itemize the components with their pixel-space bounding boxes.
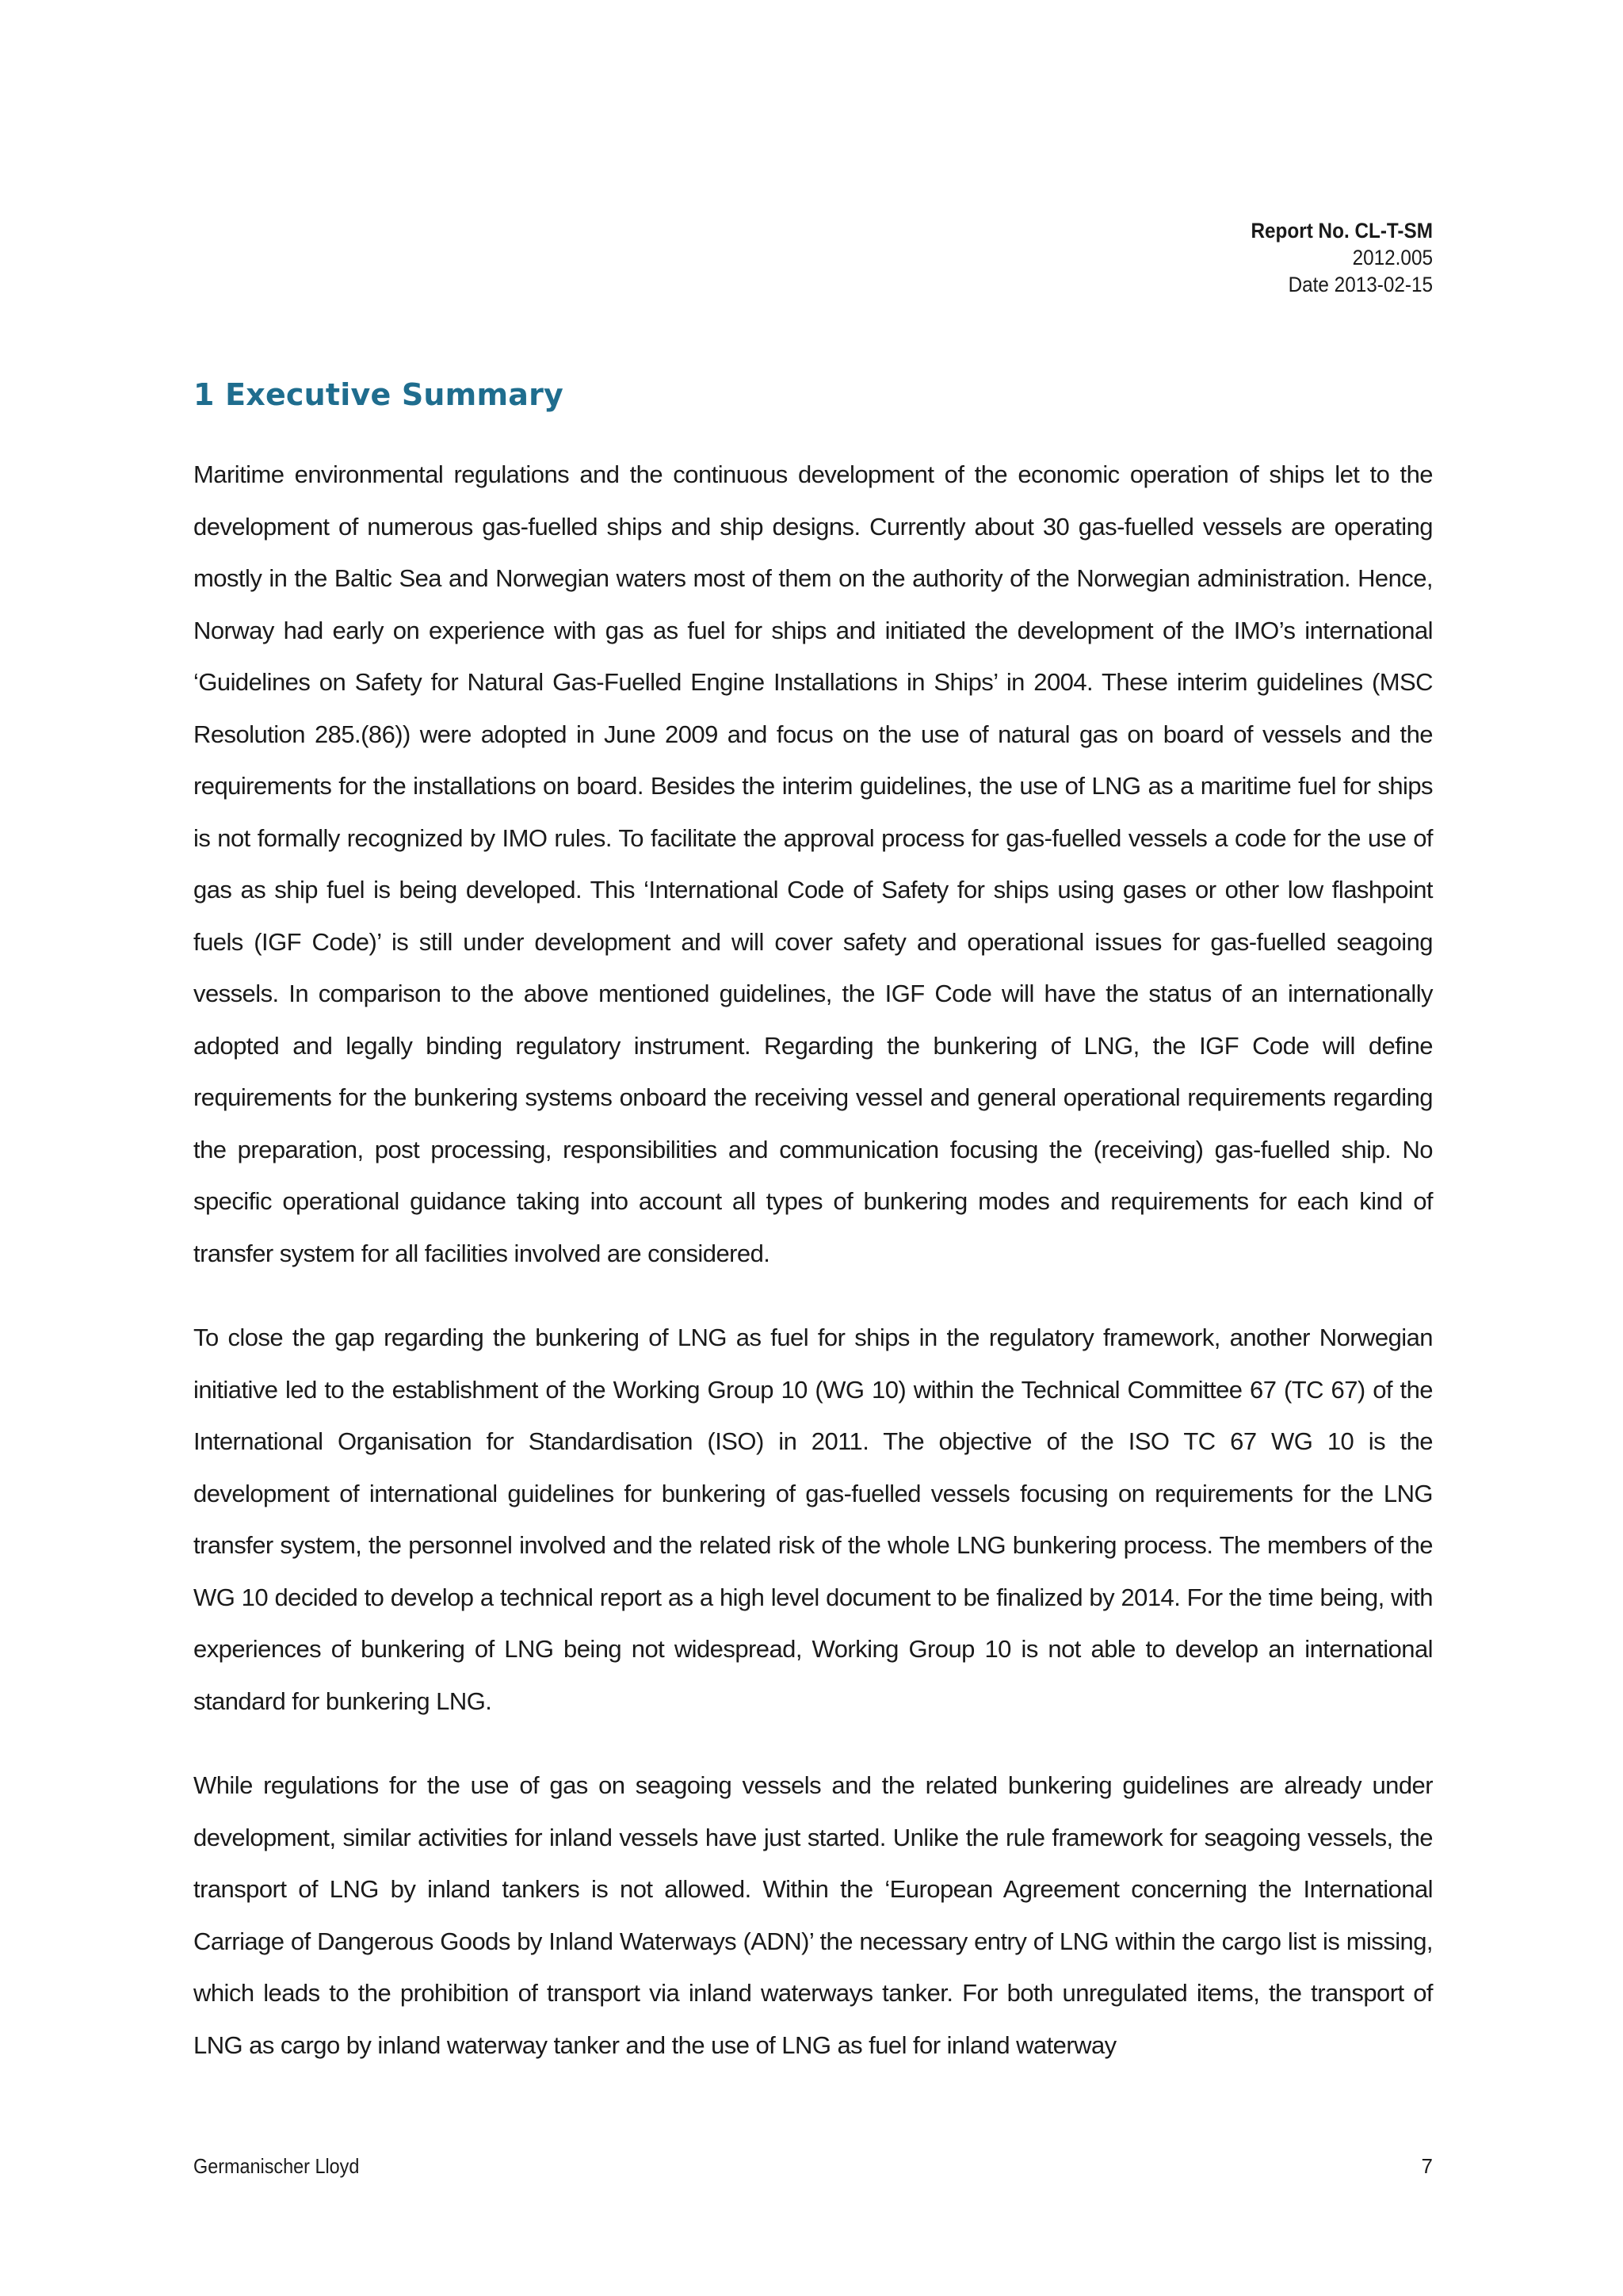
report-date: Date 2013-02-15 (1288, 273, 1433, 296)
paragraph: Maritime environmental regulations and the continuous development of the economic operation of ships let to the development of numerous gas-fuelled ships and ship designs. Currently about 30 gas-fuelled vessels are operating mostly in the Baltic Sea and Norwegian waters most of them on the authority of the Norwegian administration. Hence, Norway had early on experience with gas as fuel for ships and initiated the development of the IMO’s international ‘Guidelines on Safety for Natural Gas-Fuelled Engine Installations in Ships’ in 2004. These interim guidelines (MSC Resolution 285.(86)) were adopted in June 2009 and focus on the use of natural gas on board of vessels and the requirements for the installations on board. Besides the interim guidelines, the use of LNG as a maritime fuel for ships is not formally recognized by IMO rules. To facilitate the approval process for gas-fuelled vessels a code for the use of gas as ship fuel is being developed. This ‘International Code of Safety for ships using gases or other low flashpoint fuels (IGF Code)’ is still under development and will cover safety and operational issues for gas-fuelled seagoing vessels. In comparison to the above mentioned guidelines, the IGF Code will have the status of an internationally adopted and legally binding regulatory instrument. Regarding the bunkering of LNG, the IGF Code will define requirements for the bunkering systems onboard the receiving vessel and general operational requirements regarding the preparation, post processing, responsibilities and communication focusing the (receiving) gas-fuelled ship. No specific operational guidance taking into account all types of bunkering modes and requirements for each kind of transfer system for all facilities involved are considered. (193, 460, 1433, 1267)
paragraph: While regulations for the use of gas on seagoing vessels and the related bunkering guidelines are already under development, similar activities for inland vessels have just started. Unlike the rule framework for seagoing vessels, the transport of LNG by inland tankers is not allowed. Within the ‘European Agreement concerning the International Carriage of Dangerous Goods by Inland Waterways (ADN)’ the necessary entry of LNG within the cargo list is missing, which leads to the prohibition of transport via inland waterways tanker. For both unregulated items, the transport of LNG as cargo by inland waterway tanker and the use of LNG as fuel for inland waterway (193, 1771, 1433, 2059)
footer-page-number: 7 (1421, 2154, 1433, 2178)
report-number-label: Report No. CL-T-SM (1251, 219, 1433, 243)
body-text (193, 449, 1433, 2103)
report-number: 2012.005 (1352, 246, 1433, 269)
report-header (1251, 217, 1433, 298)
section-title: 1 Executive Summary (193, 377, 564, 412)
footer-company: Germanischer Lloyd (193, 2154, 360, 2178)
paragraph: To close the gap regarding the bunkering of LNG as fuel for ships in the regulatory framework, another Norwegian initiative led to the establishment of the Working Group 10 (WG 10) within the Technical Committee 67 (TC 67) of the International Organisation for Standardisation (ISO) in 2011. The objective of the ISO TC 67 WG 10 is the development of international guidelines for bunkering of gas-fuelled vessels focusing on requirements for the LNG transfer system, the personnel involved and the related risk of the whole LNG bunkering process. The members of the WG 10 decided to develop a technical report as a high level document to be finalized by 2014. For the time being, with experiences of bunkering of LNG being not widespread, Working Group 10 is not able to develop an international standard for bunkering LNG. (193, 1324, 1433, 1715)
